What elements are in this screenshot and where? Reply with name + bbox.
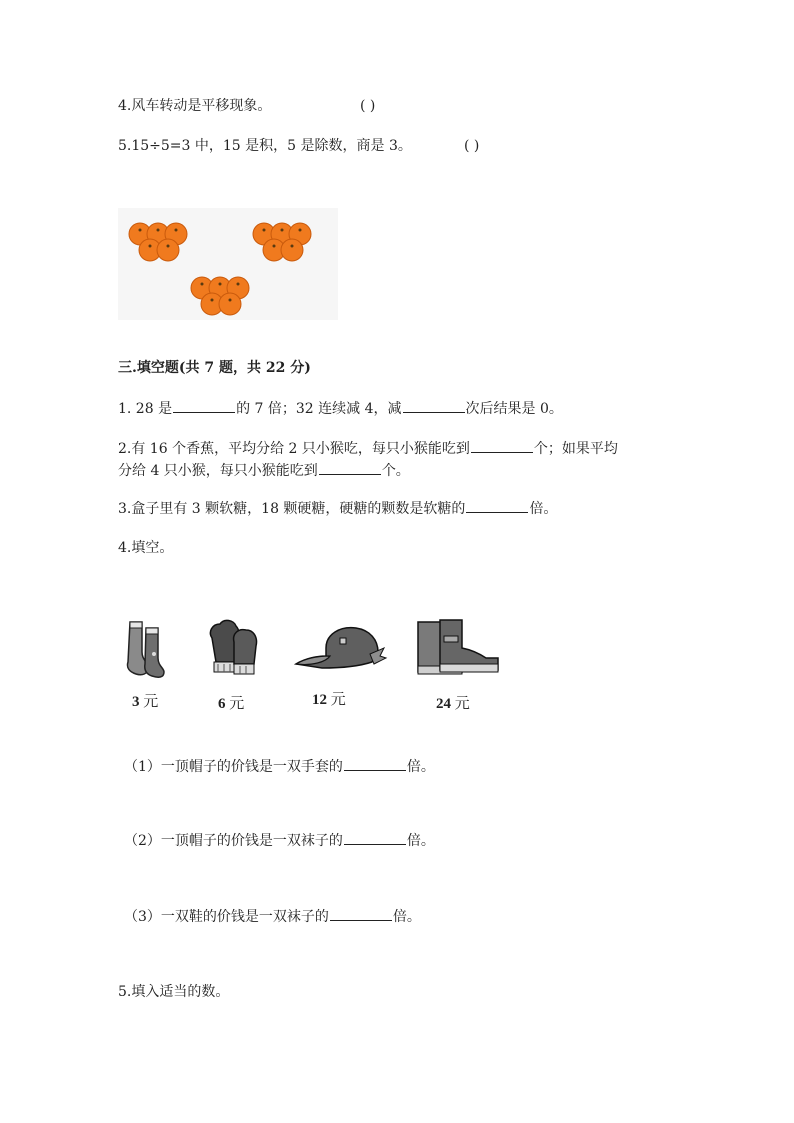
orange-stem (157, 229, 160, 232)
section-title: 三.填空题(共 7 题，共 22 分) (118, 360, 311, 376)
orange (281, 239, 303, 261)
price-cap: 12 元 (312, 692, 346, 708)
orange-stem (237, 283, 240, 286)
answer-paren-4[interactable]: ( ) (360, 98, 376, 114)
orange-stem (273, 245, 276, 248)
question-4-text: 4.风车转动是平移现象。 (118, 98, 272, 114)
sub-question-1: （1）一顶帽子的价钱是一双手套的 倍。 (124, 756, 435, 777)
orange (157, 239, 179, 261)
orange-stem (229, 299, 232, 302)
answer-blank[interactable] (319, 460, 381, 475)
orange-stem (219, 283, 222, 286)
shoes-icon (410, 618, 502, 678)
fill-question-1: 1. 28 是 的 7 倍；32 连续减 4，减 次后结果是 0。 (118, 398, 563, 419)
fill-question-2-line-2: 分给 4 只小猴，每只小猴能吃到 个。 (118, 460, 410, 481)
fill-question-3: 3.盒子里有 3 颗软糖，18 颗硬糖，硬糖的颗数是软糖的 倍。 (118, 498, 557, 519)
answer-blank[interactable] (344, 830, 406, 845)
orange-stem (139, 229, 142, 232)
price-shoes: 24 元 (436, 696, 470, 712)
fill-question-4-title: 4.填空。 (118, 540, 174, 556)
price-gloves: 6 元 (218, 696, 245, 712)
answer-blank[interactable] (330, 906, 392, 921)
orange-stem (299, 229, 302, 232)
oranges-image (118, 208, 338, 320)
answer-blank[interactable] (344, 756, 406, 771)
sub-question-2: （2）一顶帽子的价钱是一双袜子的 倍。 (124, 830, 435, 851)
answer-blank[interactable] (471, 438, 533, 453)
orange-stem (167, 245, 170, 248)
fill-question-5-title: 5.填入适当的数。 (118, 984, 230, 1000)
question-5 (118, 136, 412, 156)
answer-blank[interactable] (466, 498, 528, 513)
orange-stem (291, 245, 294, 248)
answer-blank[interactable] (173, 398, 235, 413)
orange-stem (149, 245, 152, 248)
orange-stem (201, 283, 204, 286)
answer-blank[interactable] (403, 398, 465, 413)
orange-stem (211, 299, 214, 302)
orange-stem (175, 229, 178, 232)
question-4 (118, 96, 271, 116)
fill-question-2-line-1: 2.有 16 个香蕉，平均分给 2 只小猴吃，每只小猴能吃到 个；如果平均 (118, 438, 618, 459)
orange-stem (281, 229, 284, 232)
orange-stem (263, 229, 266, 232)
cap-icon (292, 624, 388, 674)
answer-paren-5[interactable]: ( ) (464, 138, 480, 154)
sub-question-3: （3）一双鞋的价钱是一双袜子的 倍。 (124, 906, 421, 927)
gloves-icon (206, 618, 264, 680)
question-5-text: 5.15÷5=3 中，15 是积，5 是除数，商是 3。 (118, 138, 412, 154)
price-socks: 3 元 (132, 694, 159, 710)
orange (219, 293, 241, 315)
socks-icon (124, 620, 170, 678)
